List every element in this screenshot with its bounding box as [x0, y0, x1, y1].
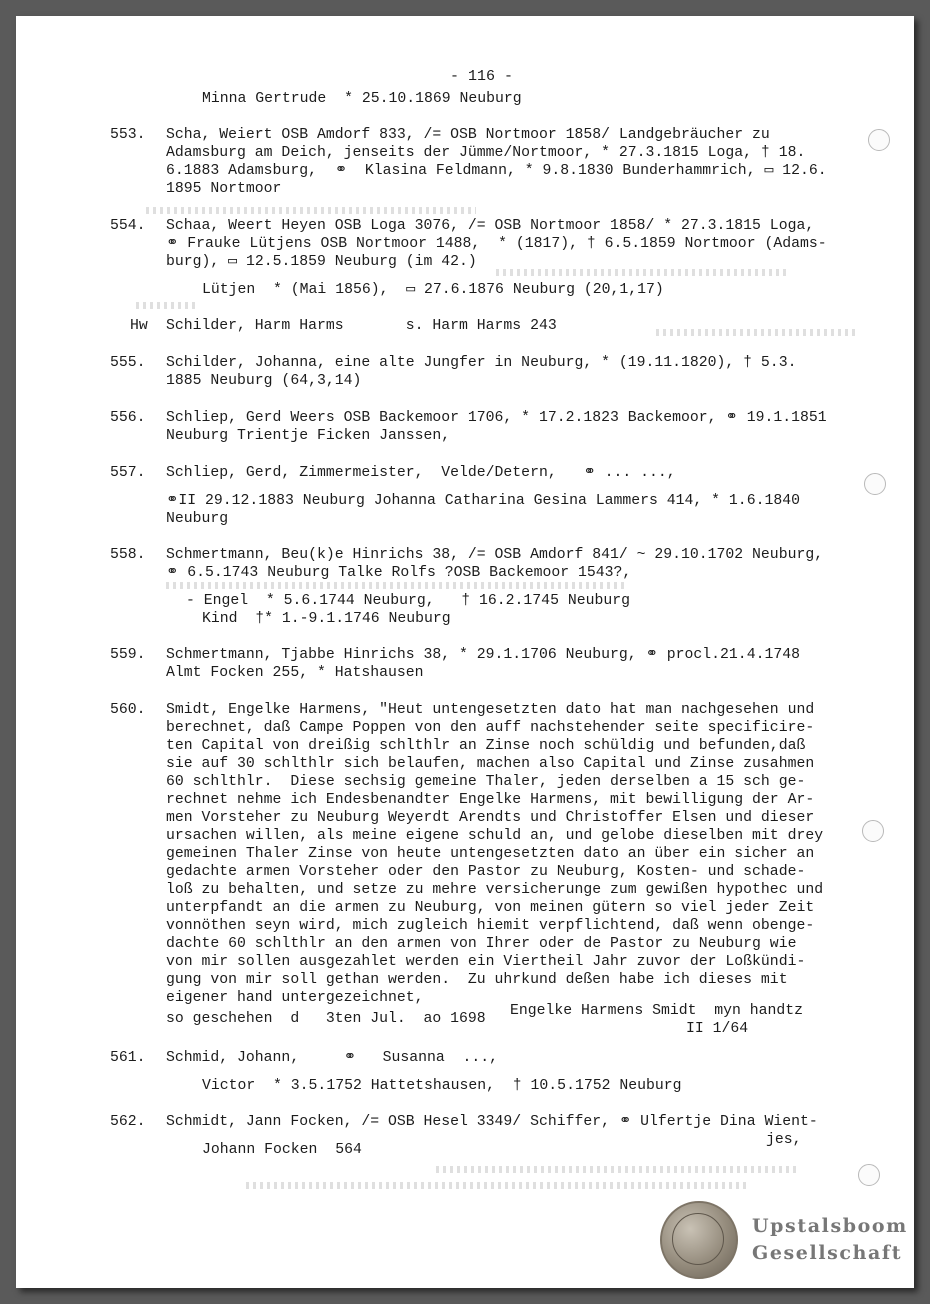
child-line: Johann Focken 564 — [202, 1142, 362, 1158]
entry-line: ursachen willen, als meine eigene schuld an, und gelobe dieselben mit drey — [166, 828, 824, 844]
entry-line: rechnet nehme ich Endesbenandter Engelke Harmens, mit bewilligung der Ar- — [166, 792, 815, 808]
binder-hole — [858, 1164, 880, 1186]
society-seal-logo — [660, 1201, 738, 1279]
entry-number: 557. — [110, 465, 146, 481]
entry-number: 562. — [110, 1114, 146, 1130]
show-through-smudge — [436, 1166, 796, 1173]
entry-line: burg), ▭ 12.5.1859 Neuburg (im 42.) — [166, 254, 477, 270]
entry-number: 556. — [110, 410, 146, 426]
entry-line: Schaa, Weert Heyen OSB Loga 3076, /= OSB Nortmoor 1858/ * 27.3.1815 Loga, — [166, 218, 815, 234]
entry-line: Smidt, Engelke Harmens, "Heut untengesetzten dato hat man nachgesehen und — [166, 702, 815, 718]
child-line: Victor * 3.5.1752 Hattetshausen, † 10.5.1752 Neuburg — [202, 1078, 682, 1094]
child-line: Kind †* 1.-9.1.1746 Neuburg — [202, 611, 451, 627]
entry-line: Schliep, Gerd, Zimmermeister, Velde/Detern, ⚭ ... ..., — [166, 465, 676, 481]
entry-line: ⚭II 29.12.1883 Neuburg Johanna Catharina Gesina Lammers 414, * 1.6.1840 — [166, 493, 800, 509]
entry-line: gemeinen Thaler Zinse von heute untengesetzten dato an über ein sicher an — [166, 846, 815, 862]
entry-number: 561. — [110, 1050, 146, 1066]
entry-line: Schmertmann, Tjabbe Hinrichs 38, * 29.1.1706 Neuburg, ⚭ procl.21.4.1748 — [166, 647, 800, 663]
entry-number: 560. — [110, 702, 146, 718]
entry-line: sie auf 30 schlthlr sich belaufen, machen also Capital und Zinse zusahmen — [166, 756, 815, 772]
page-number: - 116 - — [450, 68, 514, 85]
entry-line: von mir sollen ausgezahlet werden ein Viertheil Jahr zuvor der Loßkündi- — [166, 954, 806, 970]
child-line: - Engel * 5.6.1744 Neuburg, † 16.2.1745 Neuburg — [186, 593, 630, 609]
entry-line: Neuburg — [166, 511, 229, 527]
signature-line: Engelke Harmens Smidt myn handtz — [510, 1003, 804, 1019]
entry-line: ⚭ 6.5.1743 Neuburg Talke Rolfs ?OSB Backemoor 1543?, — [166, 565, 632, 581]
entry-line: Schilder, Harm Harms s. Harm Harms 243 — [166, 318, 557, 334]
entry-line: berechnet, daß Campe Poppen von den auff nachstehender seite specificire- — [166, 720, 815, 736]
show-through-smudge — [496, 269, 786, 276]
entry-line: 60 schlthlr. Diese sechsig gemeine Thaler, jeden derselben a 15 sch ge- — [166, 774, 806, 790]
entry-line: Adamsburg am Deich, jenseits der Jümme/Nortmoor, * 27.3.1815 Loga, † 18. — [166, 145, 806, 161]
entry-line: 6.1883 Adamsburg, ⚭ Klasina Feldmann, * 9.8.1830 Bunderhammrich, ▭ 12.6. — [166, 163, 827, 179]
entry-line: ten Capital von dreißig schlthlr an Zinse noch schüldig und befunden,daß — [166, 738, 806, 754]
entry-line: Schmertmann, Beu(k)e Hinrichs 38, /= OSB Amdorf 841/ ~ 29.10.1702 Neuburg, — [166, 547, 824, 563]
entry-line: unterpfandt an die armen zu Neuburg, von meinen gütern so viel jeder Zeit — [166, 900, 815, 916]
entry-line: dachte 60 schlthlr an den armen von Ihrer oder de Pastor zu Neuburg wie — [166, 936, 797, 952]
entry-line: loß zu behalten, und setze zu mehre versicherunge zum gewißen hypothec und — [166, 882, 824, 898]
entry-line: Neuburg Trientje Ficken Janssen, — [166, 428, 451, 444]
entry-line: 1895 Nortmoor — [166, 181, 282, 197]
entry-line: 1885 Neuburg (64,3,14) — [166, 373, 362, 389]
show-through-smudge — [136, 302, 196, 309]
entry-line: Schmidt, Jann Focken, /= OSB Hesel 3349/ Schiffer, ⚭ Ulfertje Dina Wient- — [166, 1114, 818, 1130]
entry-number: 555. — [110, 355, 146, 371]
show-through-smudge — [656, 329, 856, 336]
entry-line: ⚭ Frauke Lütjens OSB Nortmoor 1488, * (1817), † 6.5.1859 Nortmoor (Adams- — [166, 236, 827, 252]
closing-line: so geschehen d 3ten Jul. ao 1698 — [166, 1011, 486, 1027]
entry-number: Hw — [130, 318, 148, 334]
entry-line: Almt Focken 255, * Hatshausen — [166, 665, 424, 681]
show-through-smudge — [246, 1182, 746, 1189]
child-line: Lütjen * (Mai 1856), ▭ 27.6.1876 Neuburg (20,1,17) — [202, 282, 664, 298]
reference-line: II 1/64 — [686, 1021, 749, 1037]
entry-number: 559. — [110, 647, 146, 663]
logo-line-1: Upstalsboom — [752, 1215, 908, 1237]
entry-line: Scha, Weiert OSB Amdorf 833, /= OSB Nortmoor 1858/ Landgebräucher zu — [166, 127, 770, 143]
entry-number: 553. — [110, 127, 146, 143]
entry-line: men Vorsteher zu Neuburg Weyerdt Arendts und Christoffer Elsen und dieser — [166, 810, 815, 826]
entry-line: vonnöthen seyn wird, mich zugleich hiemit verpflichtend, daß wenn obenge- — [166, 918, 815, 934]
seal-inner-ring — [672, 1213, 724, 1265]
logo-line-2: Gesellschaft — [752, 1242, 903, 1264]
entry-line: gung von mir soll gethan werden. Zu uhrkund deßen habe ich dieses mit — [166, 972, 788, 988]
show-through-smudge — [146, 207, 476, 214]
binder-hole — [862, 820, 884, 842]
document-page — [16, 16, 914, 1288]
binder-hole — [864, 473, 886, 495]
entry-number: 554. — [110, 218, 146, 234]
entry-line: Schliep, Gerd Weers OSB Backemoor 1706, * 17.2.1823 Backemoor, ⚭ 19.1.1851 — [166, 410, 827, 426]
show-through-smudge — [166, 582, 626, 589]
intro-line: Minna Gertrude * 25.10.1869 Neuburg — [202, 91, 522, 107]
entry-line: eigener hand untergezeichnet, — [166, 990, 424, 1006]
entry-line: Schmid, Johann, ⚭ Susanna ..., — [166, 1050, 499, 1066]
entry-number: 558. — [110, 547, 146, 563]
entry-line: gedachte armen Vorsteher oder den Pastor zu Neuburg, Kosten- und schade- — [166, 864, 806, 880]
binder-hole — [868, 129, 890, 151]
entry-line: Schilder, Johanna, eine alte Jungfer in Neuburg, * (19.11.1820), † 5.3. — [166, 355, 797, 371]
entry-line-tail: jes, — [766, 1132, 802, 1148]
